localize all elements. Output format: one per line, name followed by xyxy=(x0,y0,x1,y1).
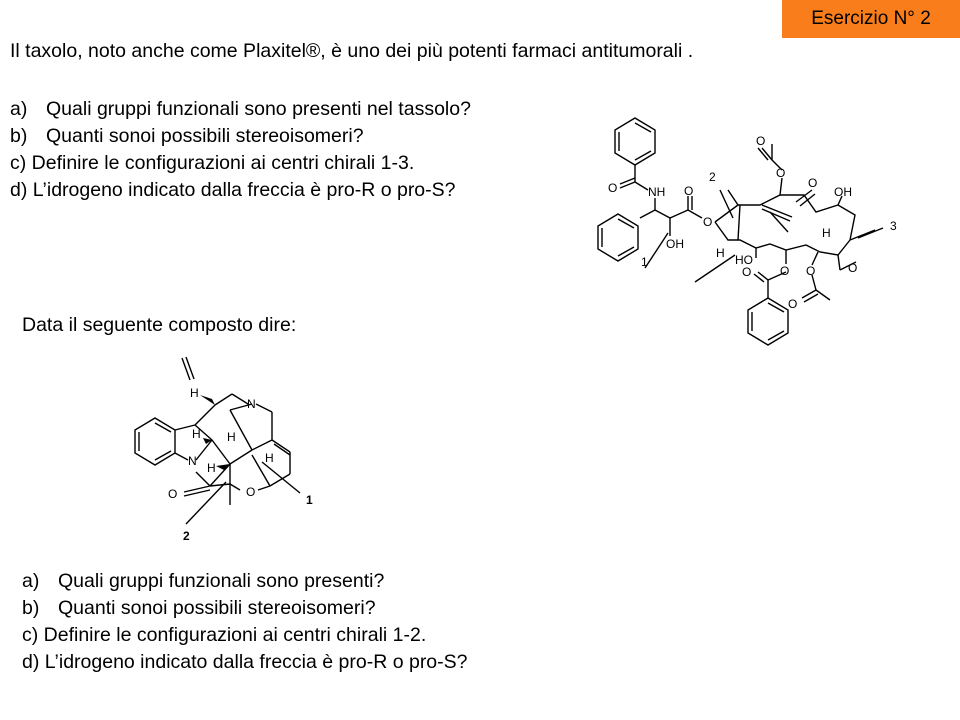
atom-label: H xyxy=(265,451,274,465)
question-c: c) Definire le configurazioni ai centri chirali 1-2. xyxy=(22,624,427,646)
question-b: b) Quanti sonoi possibili stereoisomeri? xyxy=(10,125,364,147)
atom-label: O xyxy=(608,181,618,195)
atom-label: O xyxy=(808,176,818,190)
question-d: d) L’idrogeno indicato dalla freccia è pro-R o pro-S? xyxy=(10,179,456,201)
atom-label: O xyxy=(848,261,858,275)
atom-label: O xyxy=(246,485,256,499)
atom-label: HO xyxy=(735,253,753,267)
intro-text: Il taxolo, noto anche come Plaxitel®, è uno dei più potenti farmaci antitumorali . xyxy=(10,40,694,62)
question-b: b) Quanti sonoi possibili stereoisomeri? xyxy=(22,597,376,619)
atom-label: H xyxy=(207,461,216,475)
question-a: a) Quali gruppi funzionali sono presenti? xyxy=(22,570,385,592)
chiral-center-label: 1 xyxy=(641,255,648,269)
atom-label: H xyxy=(190,386,199,400)
chiral-center-label: 2 xyxy=(183,529,190,543)
question-c: c) Definire le configurazioni ai centri chirali 1-3. xyxy=(10,152,415,174)
atom-label: O xyxy=(756,134,766,148)
atom-label: O xyxy=(168,487,178,501)
atom-label: OH xyxy=(666,237,684,251)
atom-label: H xyxy=(227,430,236,444)
atom-label: H xyxy=(192,427,201,441)
section2-title: Data il seguente composto dire: xyxy=(22,314,297,336)
chiral-center-label: 1 xyxy=(306,493,313,507)
atom-label: O xyxy=(684,184,694,198)
atom-label: H xyxy=(716,246,725,260)
atom-label: O xyxy=(742,265,752,279)
atom-label: O xyxy=(806,264,816,278)
atom-label: OH xyxy=(834,185,852,199)
exercise-badge: Esercizio N° 2 xyxy=(782,0,960,38)
atom-label: O xyxy=(776,166,786,180)
atom-label: H xyxy=(822,226,831,240)
question-a: a) Quali gruppi funzionali sono presenti nel tassolo? xyxy=(10,98,471,120)
atom-label: N xyxy=(247,397,256,411)
atom-label: O xyxy=(788,297,798,311)
question-d: d) L’idrogeno indicato dalla freccia è pro-R o pro-S? xyxy=(22,651,468,673)
atom-label: O xyxy=(703,215,713,229)
atom-label: NH xyxy=(648,185,666,199)
chiral-center-label: 2 xyxy=(709,170,716,184)
atom-label: O xyxy=(780,264,790,278)
atom-label: N xyxy=(188,454,197,468)
chiral-center-label: 3 xyxy=(890,219,897,233)
